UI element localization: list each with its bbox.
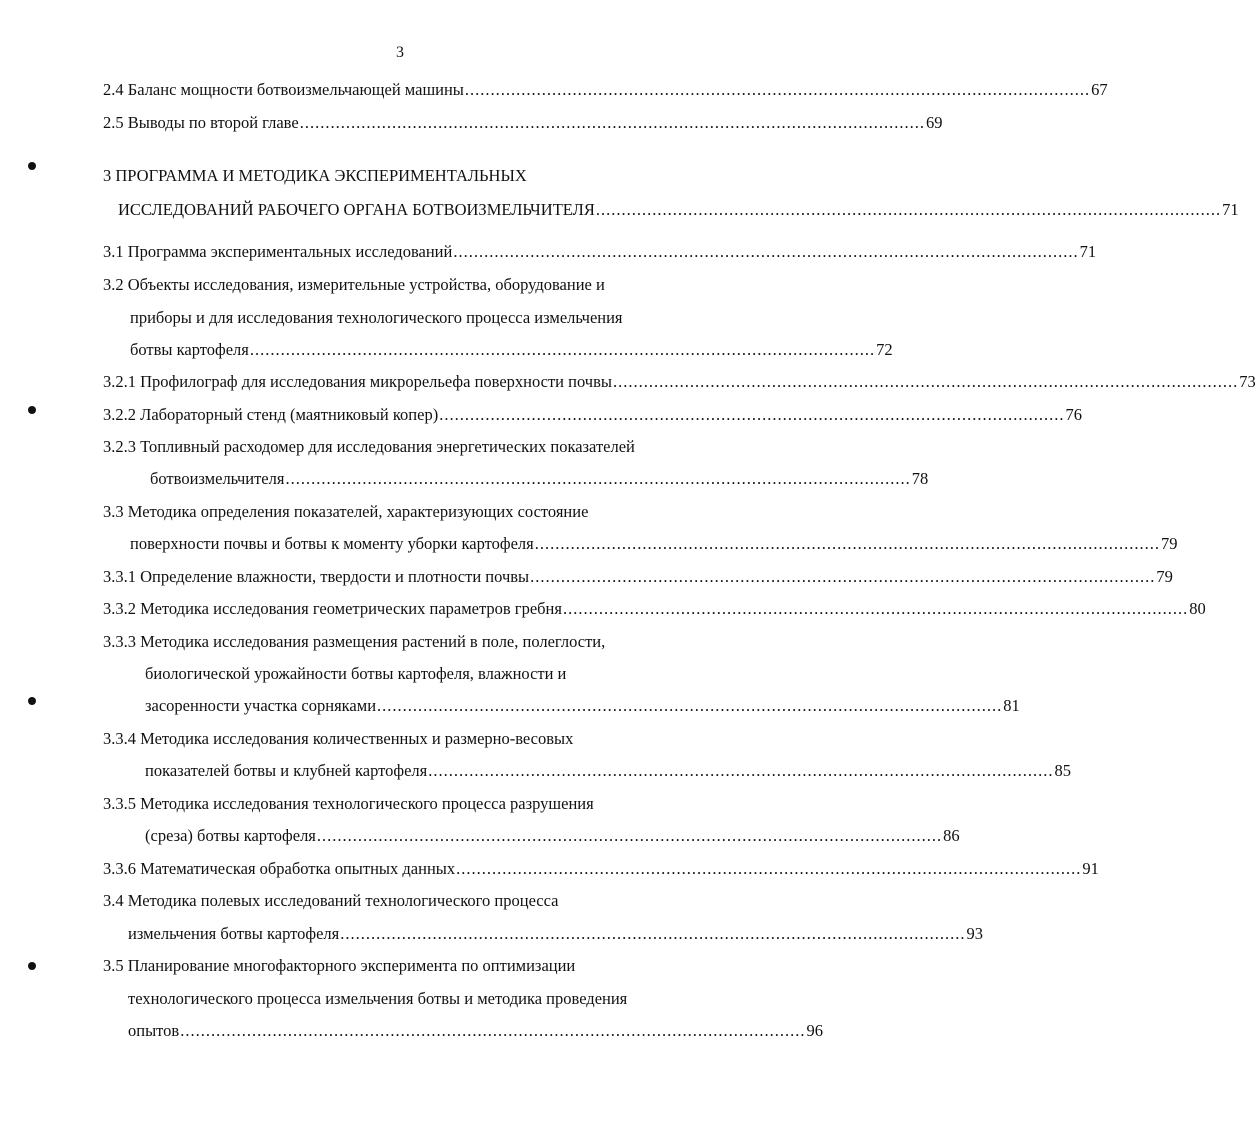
toc-entry-3-5-line2: технологического процесса измельчения ботвы и методика проведения	[128, 989, 628, 1008]
toc-entry-3-3-5-line1: 3.3.5 Методика исследования технологического процесса разрушения	[103, 794, 594, 813]
toc-leader-dots: ..........................................................................................................................	[595, 200, 1222, 219]
toc-title: 3.2.2 Лабораторный стенд (маятниковый копер)	[103, 405, 439, 424]
page-number: 3	[396, 44, 404, 61]
toc-leader-dots: ..........................................................................................................................	[249, 340, 876, 359]
toc-entry-3-2-line2: приборы и для исследования технологического процесса измельчения	[130, 308, 623, 327]
toc-entry-3-3-6	[103, 859, 1099, 879]
toc-entry-3-3-3-line1: 3.3.3 Методика исследования размещения растений в поле, полеглости,	[103, 632, 606, 651]
toc-title: опытов	[128, 1021, 180, 1040]
toc-page: 67	[1091, 80, 1108, 99]
toc-title: 2.4 Баланс мощности ботвоизмельчающей машины	[103, 80, 464, 99]
toc-leader-dots: ..........................................................................................................................	[428, 761, 1054, 780]
toc-entry-3-3-4-line1: 3.3.4 Методика исследования количественных и размерно-весовых	[103, 729, 574, 748]
margin-bullet	[28, 962, 36, 970]
toc-page: 93	[966, 924, 983, 943]
toc-entry-2-5	[103, 113, 943, 133]
toc-title: засоренности участка сорняками	[145, 696, 377, 715]
toc-entry-3-2-1	[103, 372, 1256, 392]
toc-page: 85	[1054, 761, 1071, 780]
toc-entry-3-4-line1: 3.4 Методика полевых исследований технологического процесса	[103, 891, 559, 910]
toc-title: поверхности почвы и ботвы к моменту уборки картофеля	[130, 534, 534, 553]
toc-page: 73	[1239, 372, 1256, 391]
toc-title: (среза) ботвы картофеля	[145, 826, 316, 845]
toc-title: 3.1 Программа экспериментальных исследований	[103, 242, 453, 261]
toc-entry-3-4	[128, 924, 983, 944]
toc-leader-dots: ..........................................................................................................................	[456, 859, 1082, 878]
toc-entry-3-1	[103, 242, 1097, 262]
toc-leader-dots: ..........................................................................................................................	[340, 924, 966, 943]
toc-leader-dots: ..........................................................................................................................	[612, 372, 1239, 391]
toc-title: 2.5 Выводы по второй главе	[103, 113, 299, 132]
toc-chapter-3	[118, 200, 1239, 220]
toc-entry-3-2-3	[150, 469, 929, 489]
toc-entry-3-3-1	[103, 567, 1173, 587]
toc-page: 72	[876, 340, 893, 359]
toc-title: 3.3.6 Математическая обработка опытных данных	[103, 859, 456, 878]
margin-bullet	[28, 697, 36, 705]
toc-page: 96	[806, 1021, 823, 1040]
toc-leader-dots: ..........................................................................................................................	[530, 567, 1156, 586]
toc-leader-dots: ..........................................................................................................................	[562, 599, 1189, 618]
toc-leader-dots: ..........................................................................................................................	[285, 469, 911, 488]
toc-entry-3-2	[130, 340, 893, 360]
toc-page: 76	[1065, 405, 1082, 424]
toc-title: измельчения ботвы картофеля	[128, 924, 340, 943]
toc-entry-3-3-3	[145, 696, 1020, 716]
toc-title: 3.3.2 Методика исследования геометрических параметров гребня	[103, 599, 562, 618]
toc-page: 86	[943, 826, 960, 845]
margin-bullet	[28, 162, 36, 170]
toc-leader-dots: ..........................................................................................................................	[453, 242, 1079, 261]
toc-entry-3-3-3-line2: биологической урожайности ботвы картофеля, влажности и	[145, 664, 567, 683]
toc-entry-3-2-line1: 3.2 Объекты исследования, измерительные устройства, оборудование и	[103, 275, 605, 294]
toc-entry-3-3-4	[145, 761, 1071, 781]
toc-entry-3-5	[128, 1021, 823, 1041]
toc-page: 79	[1160, 534, 1178, 553]
toc-entry-3-3	[130, 534, 1178, 554]
toc-page: 71	[1079, 242, 1097, 261]
toc-title: ботвы картофеля	[130, 340, 249, 359]
toc-leader-dots: ..........................................................................................................................	[180, 1021, 806, 1040]
toc-entry-3-5-line1: 3.5 Планирование многофакторного эксперимента по оптимизации	[103, 956, 576, 975]
toc-title: 3.3.1 Определение влажности, твердости и плотности почвы	[103, 567, 530, 586]
toc-leader-dots: ..........................................................................................................................	[299, 113, 925, 132]
toc-leader-dots: ..........................................................................................................................	[439, 405, 1065, 424]
toc-page: 81	[1003, 696, 1020, 715]
toc-page: 79	[1156, 567, 1173, 586]
toc-leader-dots: ..........................................................................................................................	[534, 534, 1160, 553]
toc-leader-dots: ..........................................................................................................................	[464, 80, 1091, 99]
toc-leader-dots: ..........................................................................................................................	[316, 826, 943, 845]
toc-page: 71	[1222, 200, 1239, 219]
toc-page: 80	[1189, 599, 1206, 618]
toc-chapter-3-line1: 3 ПРОГРАММА И МЕТОДИКА ЭКСПЕРИМЕНТАЛЬНЫХ	[103, 166, 527, 185]
toc-page: 78	[911, 469, 929, 488]
margin-bullet	[28, 406, 36, 414]
toc-entry-3-2-2	[103, 405, 1082, 425]
toc-page: 69	[925, 113, 943, 132]
toc-entry-3-3-line1: 3.3 Методика определения показателей, характеризующих состояние	[103, 502, 589, 521]
toc-page: 91	[1082, 859, 1099, 878]
toc-title: ИССЛЕДОВАНИЙ РАБОЧЕГО ОРГАНА БОТВОИЗМЕЛЬЧИТЕЛЯ	[118, 200, 595, 219]
toc-entry-3-3-2	[103, 599, 1206, 619]
toc-title: 3.2.1 Профилограф для исследования микрорельефа поверхности почвы	[103, 372, 612, 391]
toc-leader-dots: ..........................................................................................................................	[377, 696, 1003, 715]
toc-title: ботвоизмельчителя	[150, 469, 285, 488]
toc-entry-3-3-5	[145, 826, 960, 846]
toc-entry-3-2-3-line1: 3.2.3 Топливный расходомер для исследования энергетических показателей	[103, 437, 635, 456]
toc-entry-2-4	[103, 80, 1108, 100]
toc-title: показателей ботвы и клубней картофеля	[145, 761, 428, 780]
